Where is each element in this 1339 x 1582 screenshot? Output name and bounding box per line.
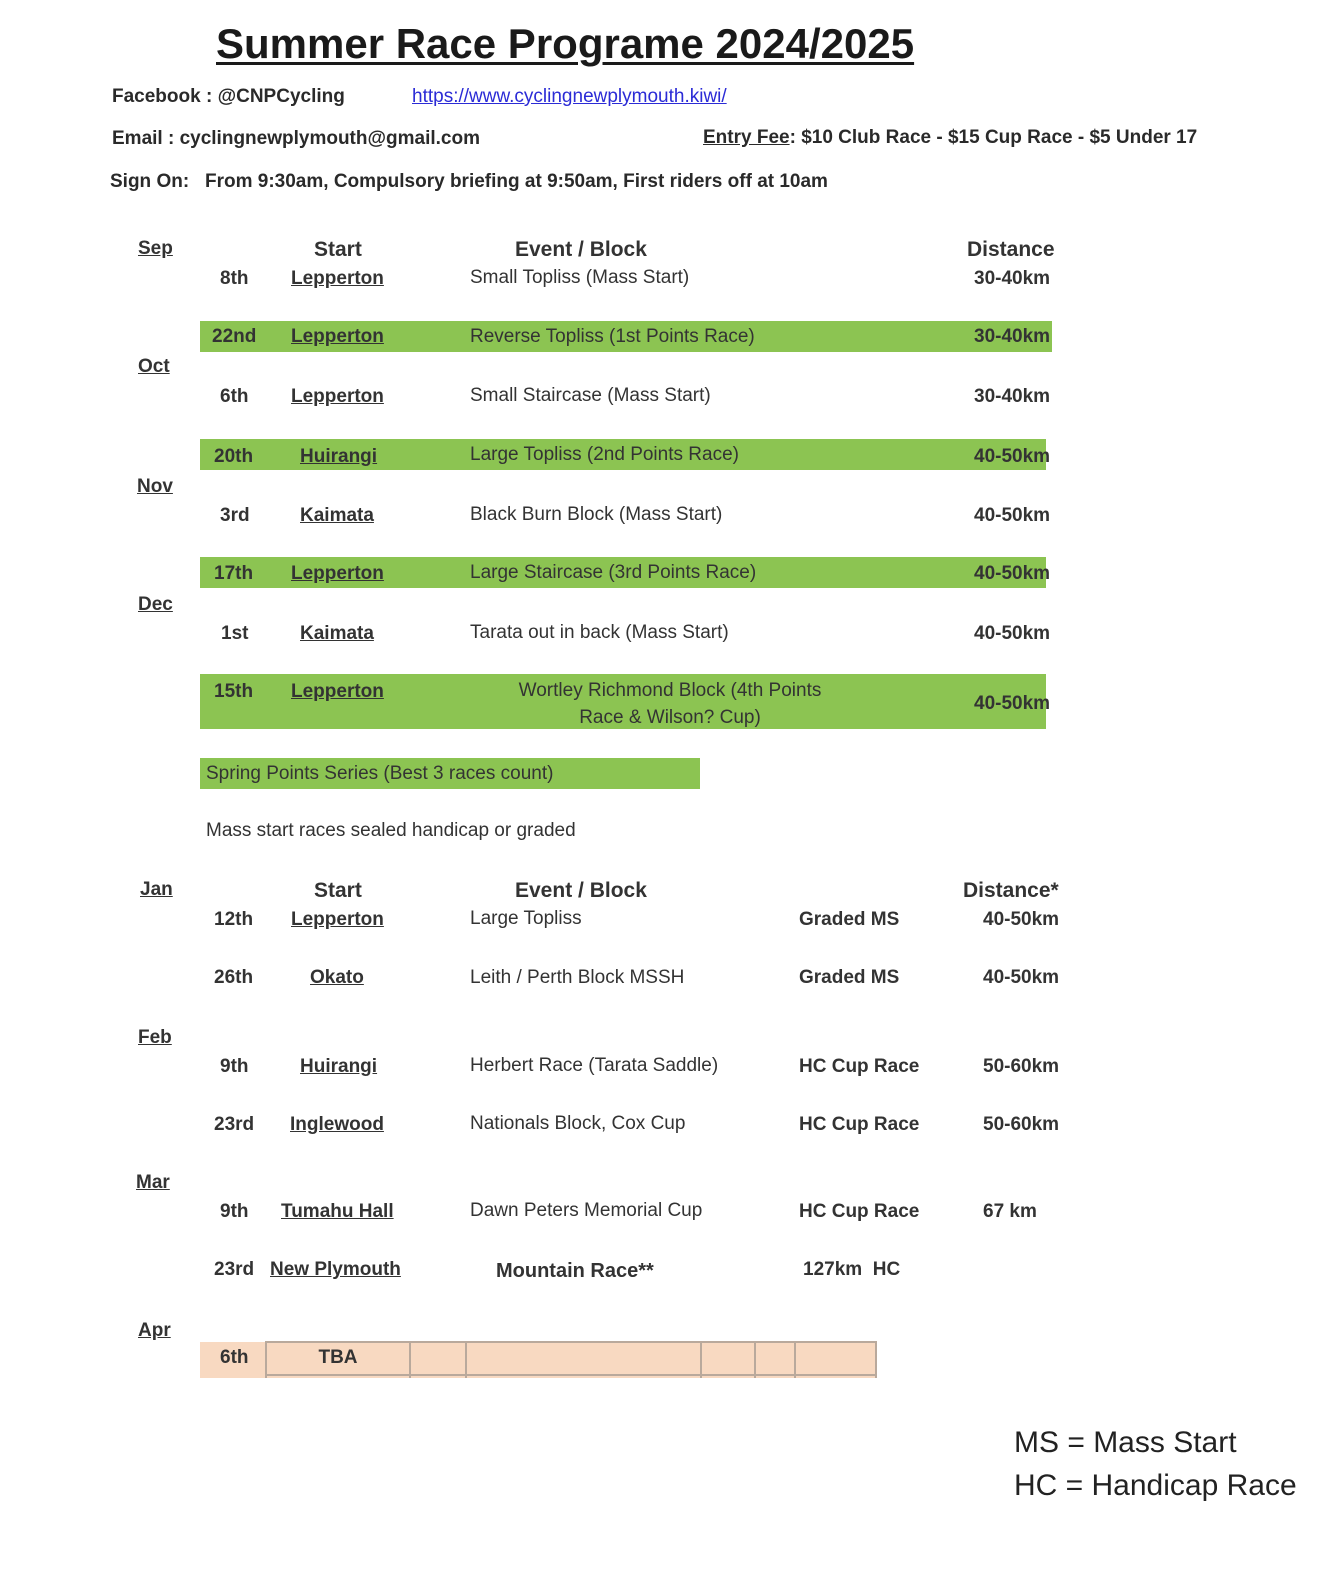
row-type: HC Cup Race (799, 1114, 920, 1135)
row-event: Large Staircase (3rd Points Race) (470, 562, 757, 583)
row-event: Mountain Race** (496, 1260, 654, 1282)
row-start: Lepperton (291, 268, 384, 289)
row-start: Lepperton (291, 563, 384, 584)
row-day: 6th (220, 386, 249, 407)
row-day: 23rd (214, 1259, 255, 1280)
summer-col-start: Start (314, 879, 362, 902)
row-distance: 40-50km (974, 563, 1051, 584)
month-sep: Sep (138, 238, 173, 259)
row-start: Huirangi (300, 1056, 378, 1077)
month-oct: Oct (138, 356, 170, 377)
row-event: Leith / Perth Block MSSH (470, 967, 685, 988)
row-day: 12th (214, 909, 254, 930)
row-start: Kaimata (300, 505, 374, 526)
divider (754, 1342, 756, 1378)
row-distance: 30-40km (974, 268, 1051, 289)
spring-col-event: Event / Block (515, 238, 647, 261)
month-dec: Dec (138, 594, 173, 615)
apr-row-day: 6th (220, 1347, 249, 1368)
row-start: Lepperton (291, 386, 384, 407)
row-event: Herbert Race (Tarata Saddle) (470, 1055, 719, 1076)
row-type: 127km HC (803, 1259, 901, 1280)
month-apr: Apr (138, 1320, 171, 1341)
row-event: Large Topliss (470, 908, 582, 929)
row-start: Okato (310, 967, 364, 988)
summer-col-event: Event / Block (515, 879, 647, 902)
row-start: Lepperton (291, 909, 384, 930)
sign-on-label: Sign On: (110, 171, 190, 192)
divider (409, 1342, 411, 1378)
row-event: Tarata out in back (Mass Start) (470, 622, 729, 643)
row-day: 17th (214, 563, 254, 584)
row-distance: 40-50km (974, 623, 1051, 644)
row-event-line-1: Wortley Richmond Block (4th Points (518, 680, 822, 701)
sign-on-value: From 9:30am, Compulsory briefing at 9:50am, First riders off at 10am (205, 171, 828, 192)
page-title: Summer Race Programe 2024/2025 (216, 20, 915, 67)
row-start: New Plymouth (270, 1259, 401, 1280)
row-type: HC Cup Race (799, 1056, 920, 1077)
row-start: Lepperton (291, 681, 384, 702)
entry-fee-value: : $10 Club Race - $15 Cup Race - $5 Under 17 (789, 127, 1198, 148)
row-event: Nationals Block, Cox Cup (470, 1113, 686, 1134)
row-event: Black Burn Block (Mass Start) (470, 504, 723, 525)
row-type: Graded MS (799, 909, 900, 930)
row-event: Dawn Peters Memorial Cup (470, 1200, 703, 1221)
row-day: 15th (214, 681, 254, 702)
divider (875, 1342, 877, 1378)
row-start: Lepperton (291, 326, 384, 347)
divider (265, 1341, 877, 1343)
series-note: Spring Points Series (Best 3 races count) (206, 763, 554, 784)
row-distance: 67 km (983, 1201, 1037, 1222)
legend-hc: HC = Handicap Race (1014, 1469, 1297, 1502)
row-event: Large Topliss (2nd Points Race) (470, 444, 739, 465)
row-distance: 30-40km (974, 326, 1051, 347)
row-start: Tumahu Hall (281, 1201, 394, 1222)
row-day: 22nd (212, 326, 257, 347)
row-start: Inglewood (290, 1114, 384, 1135)
row-start: Huirangi (300, 446, 378, 467)
row-distance: 50-60km (983, 1114, 1060, 1135)
row-distance: 30-40km (974, 386, 1051, 407)
row-type: HC Cup Race (799, 1201, 920, 1222)
row-distance: 40-50km (974, 693, 1051, 714)
row-day: 9th (220, 1056, 249, 1077)
row-event: Small Topliss (Mass Start) (470, 267, 690, 288)
row-distance: 50-60km (983, 1056, 1060, 1077)
month-feb: Feb (138, 1027, 172, 1048)
row-distance: 40-50km (974, 505, 1051, 526)
row-event: Reverse Topliss (1st Points Race) (470, 326, 755, 347)
row-start: Kaimata (300, 623, 374, 644)
month-mar: Mar (136, 1172, 170, 1193)
row-day: 20th (214, 446, 254, 467)
row-day: 8th (220, 268, 249, 289)
divider (465, 1342, 467, 1378)
entry-fee-label: Entry Fee (703, 127, 790, 148)
row-day: 23rd (214, 1114, 255, 1135)
row-distance: 40-50km (974, 446, 1051, 467)
row-event: Small Staircase (Mass Start) (470, 385, 711, 406)
apr-row-start: TBA (318, 1347, 358, 1368)
spring-col-distance: Distance (967, 238, 1055, 261)
legend-ms: MS = Mass Start (1014, 1426, 1237, 1459)
summer-col-distance: Distance* (963, 879, 1059, 902)
row-event-line-2: Race & Wilson? Cup) (579, 707, 761, 728)
row-day: 1st (221, 623, 249, 644)
divider (794, 1342, 796, 1378)
website-link[interactable]: https://www.cyclingnewplymouth.kiwi/ (412, 86, 727, 107)
row-type: Graded MS (799, 967, 900, 988)
mass-start-note: Mass start races sealed handicap or graded (206, 820, 576, 841)
divider (700, 1342, 702, 1378)
month-nov: Nov (137, 476, 173, 497)
spring-col-start: Start (314, 238, 362, 261)
row-day: 3rd (220, 505, 250, 526)
email-address: Email : cyclingnewplymouth@gmail.com (112, 128, 480, 149)
row-distance: 40-50km (983, 967, 1060, 988)
row-day: 9th (220, 1201, 249, 1222)
month-jan: Jan (140, 879, 173, 900)
divider (265, 1374, 877, 1376)
entry-fee (703, 127, 1197, 149)
row-day: 26th (214, 967, 254, 988)
row-distance: 40-50km (983, 909, 1060, 930)
facebook-handle: Facebook : @CNPCycling (112, 86, 345, 107)
